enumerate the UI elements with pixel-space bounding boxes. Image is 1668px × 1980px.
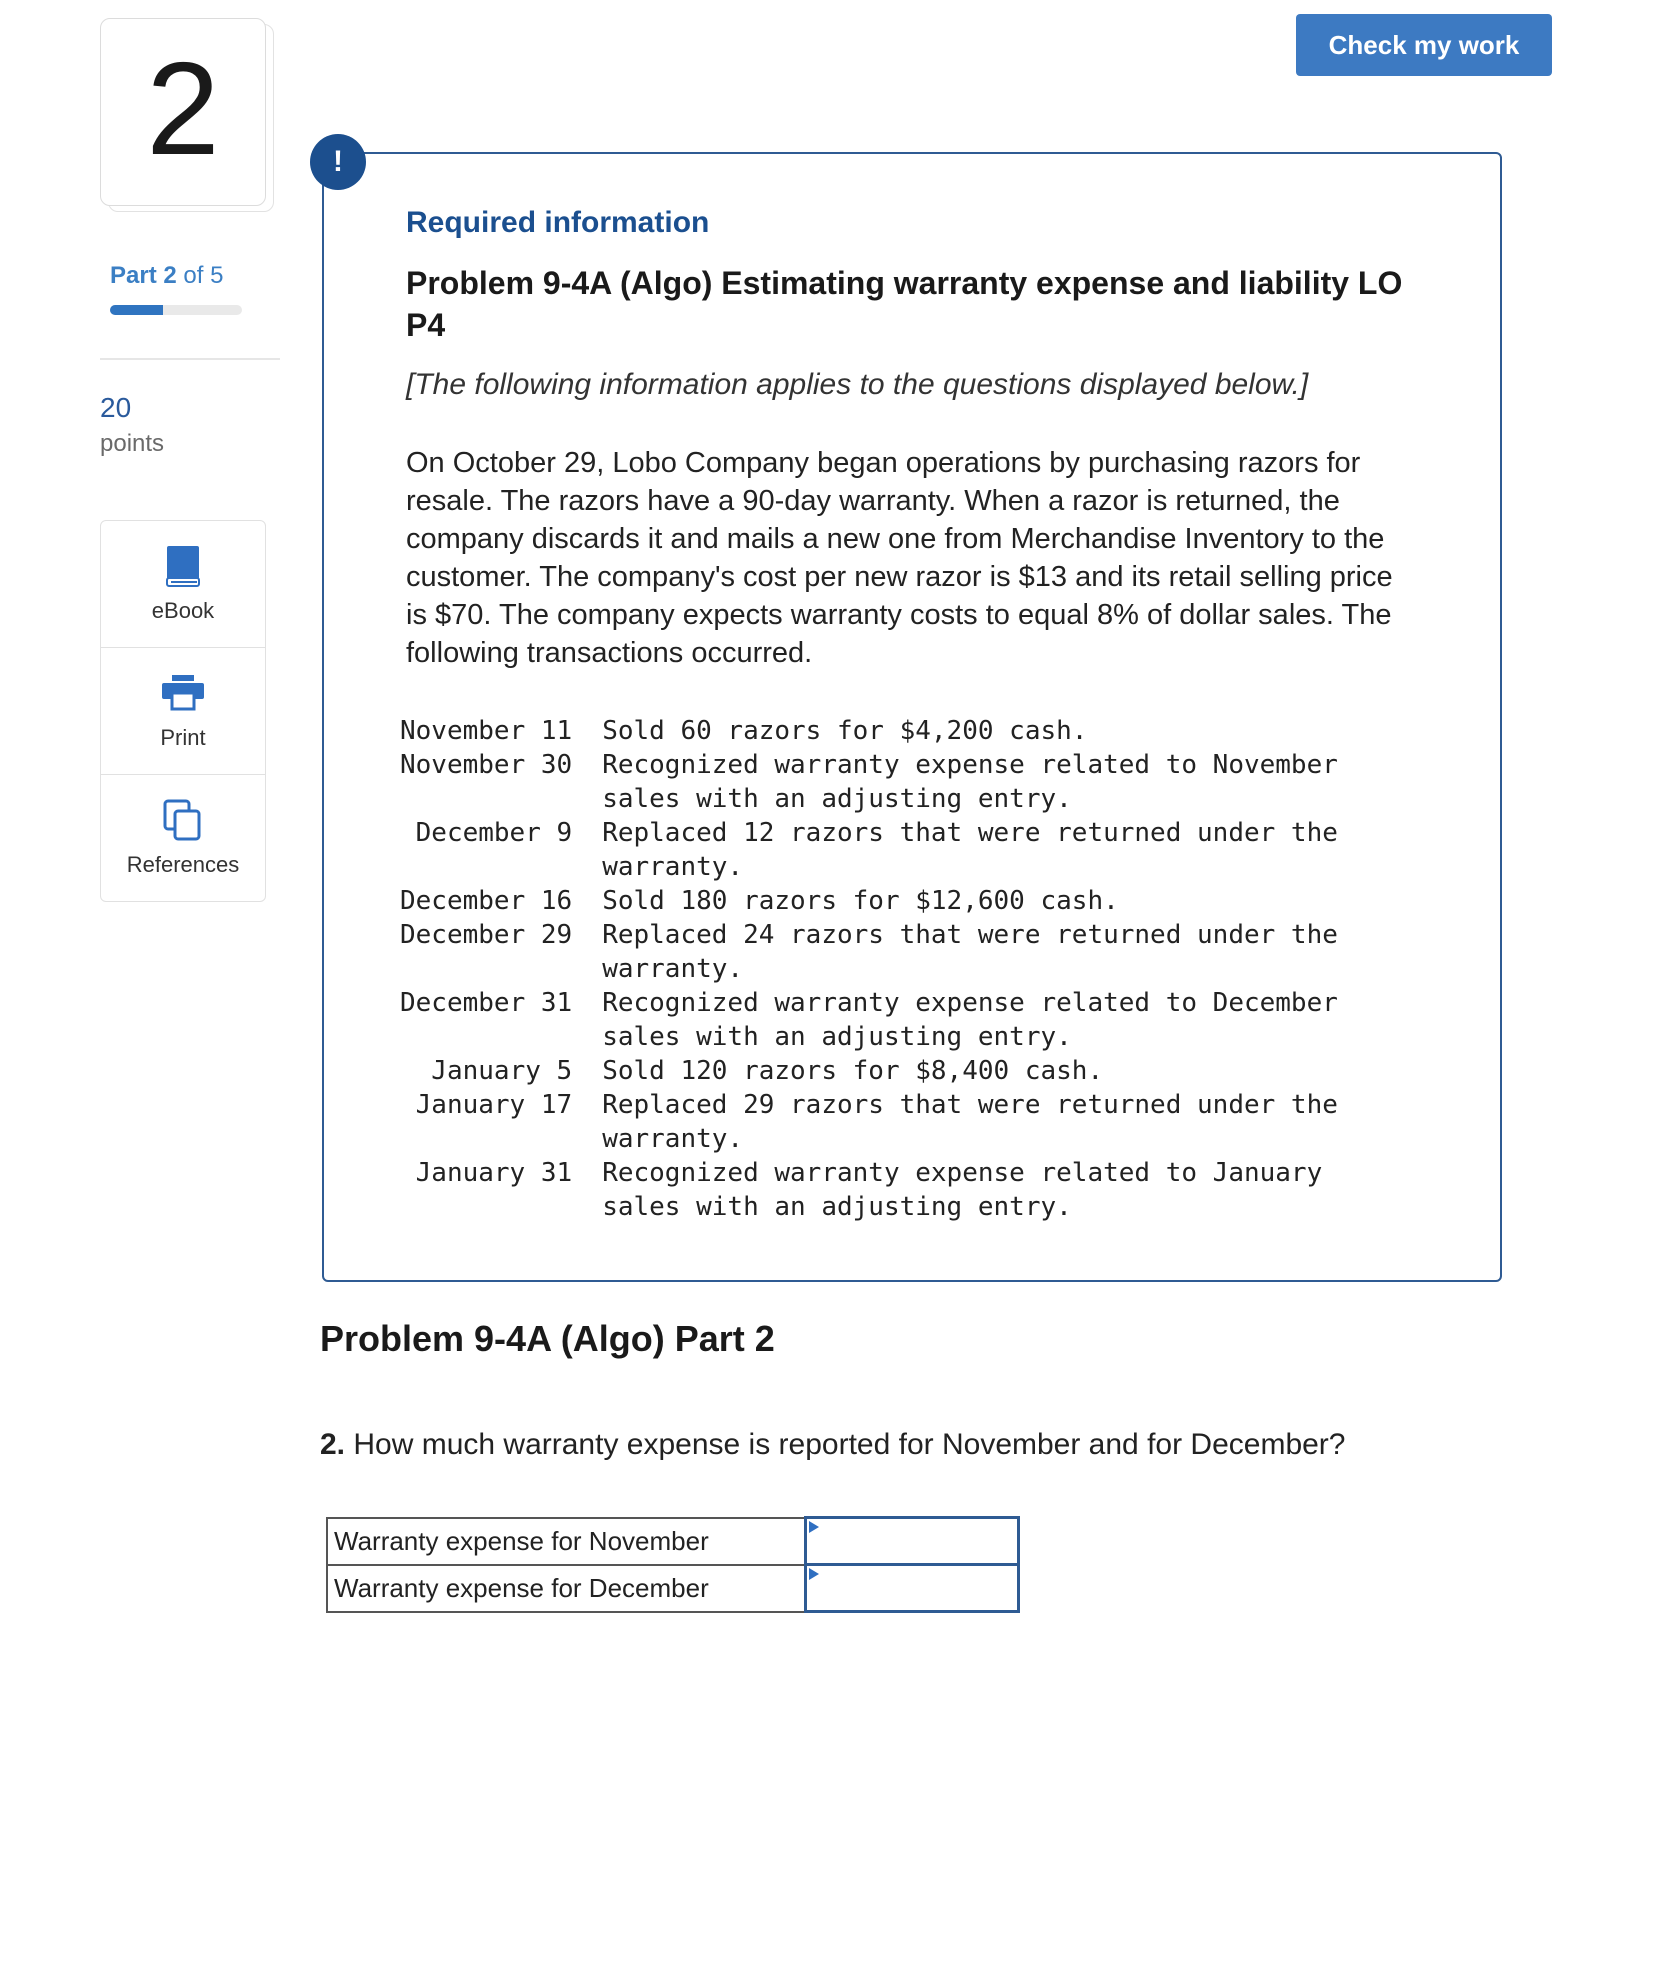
question-number-text: 2 <box>146 35 220 182</box>
transaction-row <box>400 816 1362 884</box>
print-label: Print <box>160 725 206 750</box>
transaction-date: January 31 <box>415 1158 573 1188</box>
problem-title: Problem 9-4A (Algo) Estimating warranty expense and liability LO P4 <box>406 265 1403 343</box>
part-current: 2 <box>163 262 177 289</box>
answer-label: Warranty expense for November <box>327 1518 806 1565</box>
print-button[interactable] <box>101 648 265 775</box>
transaction-desc: Sold 60 razors for $4,200 cash. <box>602 716 1088 746</box>
required-info-title: Required information <box>406 206 710 239</box>
points-label: points <box>100 430 165 457</box>
transaction-desc: Recognized warranty expense related to December sales with an adjusting entry. <box>602 988 1338 1052</box>
points-value: 20 <box>100 392 132 423</box>
transaction-row <box>400 714 1362 748</box>
question-text: How much warranty expense is reported for November and for December? <box>353 1428 1346 1461</box>
transaction-row <box>400 986 1362 1054</box>
book-icon <box>161 544 205 588</box>
applies-note: [The following information applies to the questions displayed below.] <box>406 368 1309 401</box>
input-marker-icon <box>809 1521 819 1533</box>
tools-panel <box>100 520 266 902</box>
sidebar-divider <box>100 358 280 360</box>
transaction-desc: Replaced 29 razors that were returned under the warranty. <box>602 1090 1338 1154</box>
transaction-desc: Replaced 12 razors that were returned under the warranty. <box>602 818 1338 882</box>
copy-icon <box>161 798 205 842</box>
transaction-row <box>400 918 1362 986</box>
part-progress-fill <box>110 305 163 315</box>
transaction-row <box>400 1088 1362 1156</box>
check-my-work-button[interactable]: Check my work <box>1296 14 1552 76</box>
answer-label: Warranty expense for December <box>327 1565 806 1612</box>
answer-row <box>327 1565 1019 1612</box>
transactions-table <box>400 714 1362 1224</box>
answer-row <box>327 1518 1019 1565</box>
transaction-date: January 5 <box>431 1056 573 1086</box>
ebook-label: eBook <box>151 598 215 623</box>
transaction-date: November 11 <box>400 716 573 746</box>
transaction-row <box>400 1054 1362 1088</box>
transaction-date: January 17 <box>415 1090 573 1120</box>
part-heading: Problem 9-4A (Algo) Part 2 <box>320 1318 775 1359</box>
alert-icon: ! <box>310 134 366 190</box>
references-label: References <box>126 852 240 877</box>
printer-icon <box>161 671 205 715</box>
question-prompt <box>320 1428 1345 1462</box>
part-progress-bar <box>110 305 242 315</box>
november-expense-input[interactable] <box>807 1521 1017 1561</box>
transaction-date: December 29 <box>400 920 573 950</box>
question-number <box>100 18 266 206</box>
references-button[interactable] <box>101 775 265 901</box>
transaction-desc: Recognized warranty expense related to January sales with an adjusting entry. <box>602 1158 1323 1222</box>
transaction-date: December 31 <box>400 988 573 1018</box>
transaction-row <box>400 884 1362 918</box>
question-number-label: 2. <box>320 1428 346 1461</box>
problem-narrative: On October 29, Lobo Company began operations by purchasing razors for resale. The razors have a 90-day warranty. When a razor is returned, the company discards it and mails a new one from Merchandise Inventory to the customer. The company's cost per new razor is $13 and its retail selling price is $70. The company expects warranty costs to equal 8% of dollar sales. The following transactions occurred. <box>406 447 1393 669</box>
transaction-desc: Recognized warranty expense related to November sales with an adjusting entry. <box>602 750 1338 814</box>
transaction-desc: Replaced 24 razors that were returned under the warranty. <box>602 920 1338 984</box>
transaction-date: December 9 <box>415 818 573 848</box>
answer-cell <box>806 1518 1019 1565</box>
part-of: of 5 <box>183 262 224 289</box>
answer-cell <box>806 1565 1019 1612</box>
input-marker-icon <box>809 1568 819 1580</box>
transaction-row <box>400 748 1362 816</box>
question-number-card <box>100 18 276 214</box>
transaction-row <box>400 1156 1362 1224</box>
transaction-desc: Sold 180 razors for $12,600 cash. <box>602 886 1119 916</box>
transaction-date: November 30 <box>400 750 573 780</box>
answer-table <box>326 1516 1020 1613</box>
transaction-date: December 16 <box>400 886 573 916</box>
ebook-button[interactable] <box>101 521 265 648</box>
part-prefix: Part <box>110 262 157 289</box>
transaction-desc: Sold 120 razors for $8,400 cash. <box>602 1056 1104 1086</box>
december-expense-input[interactable] <box>807 1568 1017 1608</box>
part-indicator <box>110 262 223 290</box>
